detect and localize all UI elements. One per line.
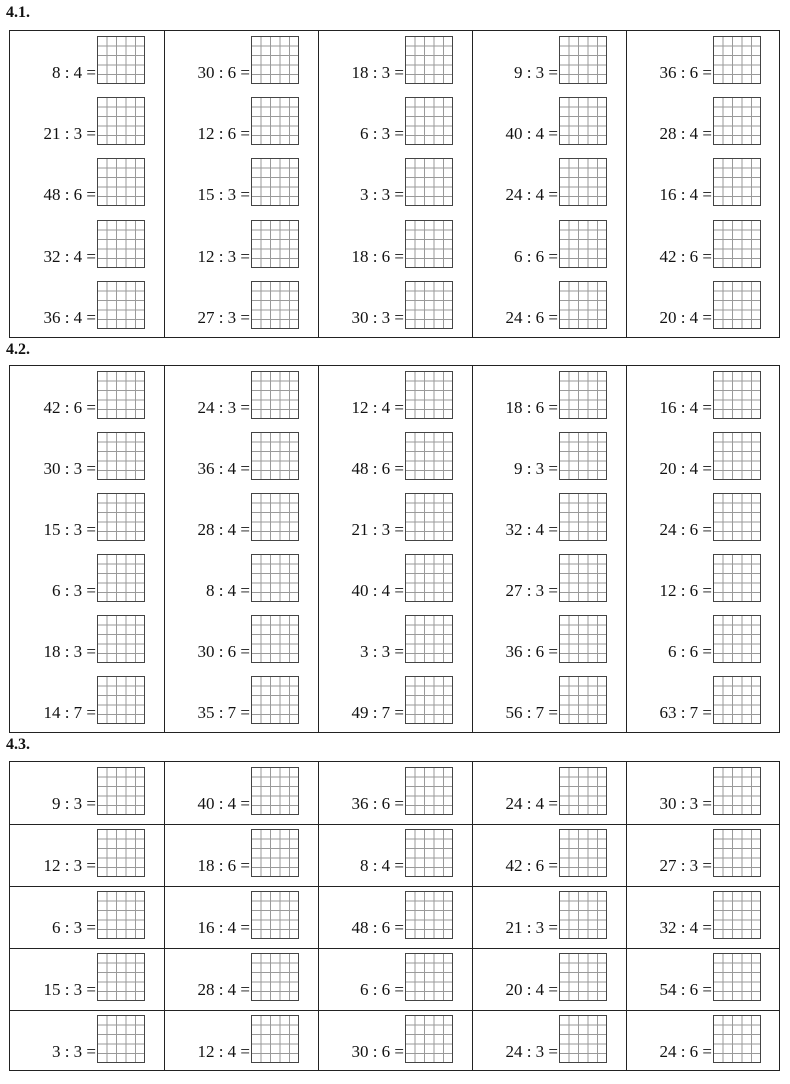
answer-grid-box[interactable] [251,432,299,480]
answer-grid-box[interactable] [97,953,145,1001]
division-expression: 15 : 3 = [197,185,250,205]
answer-grid-box[interactable] [251,97,299,145]
answer-grid-box[interactable] [713,158,761,206]
division-expression: 30 : 3 = [43,459,96,478]
answer-grid-box[interactable] [97,554,145,602]
division-expression: 42 : 6 = [43,398,96,417]
division-expression: 15 : 3 = [43,980,96,999]
answer-grid-box[interactable] [559,493,607,541]
division-expression: 9 : 3 = [513,459,558,478]
answer-grid-box[interactable] [713,891,761,939]
division-expression: 63 : 7 = [659,703,712,722]
answer-grid-box[interactable] [405,1015,453,1063]
answer-grid-box[interactable] [405,676,453,724]
answer-grid-box[interactable] [559,829,607,877]
division-expression: 18 : 3 = [43,642,96,661]
division-expression: 28 : 4 = [197,980,250,999]
section-title: 4.3. [6,736,30,753]
answer-grid-box[interactable] [713,615,761,663]
section-title: 4.1. [6,4,30,21]
answer-grid-box[interactable] [713,1015,761,1063]
division-expression: 16 : 4 = [659,398,712,417]
answer-grid-box[interactable] [559,36,607,84]
column-divider [472,366,473,732]
answer-grid-box[interactable] [405,432,453,480]
answer-grid-box[interactable] [405,371,453,419]
answer-grid-box[interactable] [97,371,145,419]
column-divider [318,366,319,732]
division-expression: 24 : 6 = [659,1042,712,1061]
division-expression: 36 : 4 = [43,307,96,327]
answer-grid-box[interactable] [713,97,761,145]
division-expression: 24 : 3 = [505,1042,558,1061]
division-expression: 48 : 6 = [351,459,404,478]
answer-grid-box[interactable] [559,281,607,329]
answer-grid-box[interactable] [251,953,299,1001]
row-divider [10,948,779,949]
division-expression: 6 : 6 = [513,246,558,266]
column-divider [626,366,627,732]
answer-grid-box[interactable] [559,676,607,724]
division-expression: 3 : 3 = [51,1042,96,1061]
division-expression: 3 : 3 = [359,642,404,661]
division-expression: 12 : 4 = [351,398,404,417]
division-expression: 12 : 3 = [43,856,96,875]
answer-grid-box[interactable] [405,36,453,84]
division-expression: 16 : 4 = [197,918,250,937]
answer-grid-box[interactable] [97,220,145,268]
answer-grid-box[interactable] [713,767,761,815]
answer-grid-box[interactable] [251,158,299,206]
division-expression: 24 : 6 = [505,307,558,327]
answer-grid-box[interactable] [713,281,761,329]
division-expression: 30 : 6 = [197,63,250,82]
division-expression: 6 : 3 = [51,918,96,937]
answer-grid-box[interactable] [97,767,145,815]
answer-grid-box[interactable] [405,158,453,206]
answer-grid-box[interactable] [251,36,299,84]
answer-grid-box[interactable] [97,97,145,145]
division-expression: 9 : 3 = [513,63,558,82]
answer-grid-box[interactable] [559,158,607,206]
division-expression: 27 : 3 = [197,307,250,327]
division-expression: 36 : 6 = [659,63,712,82]
division-expression: 30 : 6 = [197,642,250,661]
division-expression: 40 : 4 = [505,124,558,144]
division-expression: 14 : 7 = [43,703,96,722]
answer-grid-box[interactable] [251,220,299,268]
division-expression: 27 : 3 = [659,856,712,875]
answer-grid-box[interactable] [405,97,453,145]
division-expression: 18 : 6 = [351,246,404,266]
answer-grid-box[interactable] [713,953,761,1001]
division-expression: 36 : 6 = [351,794,404,813]
answer-grid-box[interactable] [559,371,607,419]
answer-grid-box[interactable] [97,493,145,541]
division-expression: 32 : 4 = [43,246,96,266]
division-expression: 21 : 3 = [43,124,96,144]
division-expression: 24 : 6 = [659,520,712,539]
division-expression: 40 : 4 = [351,581,404,600]
answer-grid-box[interactable] [713,432,761,480]
answer-grid-box[interactable] [405,953,453,1001]
division-expression: 20 : 4 = [659,459,712,478]
answer-grid-box[interactable] [405,891,453,939]
division-expression: 6 : 6 = [667,642,712,661]
section-title: 4.2. [6,341,30,358]
answer-grid-box[interactable] [559,767,607,815]
exercise-table [9,365,780,733]
row-divider [10,824,779,825]
answer-grid-box[interactable] [251,676,299,724]
division-expression: 16 : 4 = [659,185,712,205]
answer-grid-box[interactable] [405,554,453,602]
division-expression: 30 : 3 = [659,794,712,813]
answer-grid-box[interactable] [559,615,607,663]
answer-grid-box[interactable] [713,676,761,724]
division-expression: 28 : 4 = [197,520,250,539]
answer-grid-box[interactable] [97,158,145,206]
answer-grid-box[interactable] [559,97,607,145]
answer-grid-box[interactable] [97,615,145,663]
answer-grid-box[interactable] [251,615,299,663]
answer-grid-box[interactable] [97,676,145,724]
answer-grid-box[interactable] [713,220,761,268]
division-expression: 9 : 3 = [51,794,96,813]
answer-grid-box[interactable] [559,554,607,602]
answer-grid-box[interactable] [251,891,299,939]
division-expression: 42 : 6 = [659,246,712,266]
answer-grid-box[interactable] [405,615,453,663]
division-expression: 24 : 4 = [505,794,558,813]
answer-grid-box[interactable] [405,493,453,541]
answer-grid-box[interactable] [251,493,299,541]
division-expression: 21 : 3 = [351,520,404,539]
division-expression: 54 : 6 = [659,980,712,999]
division-expression: 20 : 4 = [659,307,712,327]
division-expression: 3 : 3 = [359,185,404,205]
answer-grid-box[interactable] [405,220,453,268]
division-expression: 36 : 4 = [197,459,250,478]
division-expression: 49 : 7 = [351,703,404,722]
answer-grid-box[interactable] [97,36,145,84]
answer-grid-box[interactable] [713,493,761,541]
division-expression: 6 : 3 = [359,124,404,144]
answer-grid-box[interactable] [251,829,299,877]
division-expression: 8 : 4 = [51,63,96,82]
division-expression: 30 : 6 = [351,1042,404,1061]
division-expression: 21 : 3 = [505,918,558,937]
answer-grid-box[interactable] [559,220,607,268]
division-expression: 20 : 4 = [505,980,558,999]
division-expression: 12 : 4 = [197,1042,250,1061]
column-divider [164,366,165,732]
division-expression: 32 : 4 = [659,918,712,937]
division-expression: 8 : 4 = [205,581,250,600]
row-divider [10,1010,779,1011]
answer-grid-box[interactable] [251,767,299,815]
answer-grid-box[interactable] [559,953,607,1001]
answer-grid-box[interactable] [97,829,145,877]
answer-grid-box[interactable] [251,281,299,329]
answer-grid-box[interactable] [405,281,453,329]
answer-grid-box[interactable] [713,36,761,84]
division-expression: 12 : 6 = [197,124,250,144]
answer-grid-box[interactable] [251,371,299,419]
division-expression: 15 : 3 = [43,520,96,539]
division-expression: 56 : 7 = [505,703,558,722]
answer-grid-box[interactable] [251,554,299,602]
division-expression: 24 : 3 = [197,398,250,417]
division-expression: 28 : 4 = [659,124,712,144]
answer-grid-box[interactable] [559,1015,607,1063]
division-expression: 18 : 6 = [197,856,250,875]
answer-grid-box[interactable] [405,767,453,815]
division-expression: 48 : 6 = [351,918,404,937]
division-expression: 40 : 4 = [197,794,250,813]
row-divider [10,886,779,887]
answer-grid-box[interactable] [97,281,145,329]
answer-grid-box[interactable] [559,891,607,939]
division-expression: 30 : 3 = [351,307,404,327]
division-expression: 32 : 4 = [505,520,558,539]
answer-grid-box[interactable] [97,432,145,480]
answer-grid-box[interactable] [713,371,761,419]
division-expression: 27 : 3 = [505,581,558,600]
division-expression: 8 : 4 = [359,856,404,875]
answer-grid-box[interactable] [97,891,145,939]
answer-grid-box[interactable] [713,829,761,877]
division-expression: 12 : 3 = [197,246,250,266]
answer-grid-box[interactable] [559,432,607,480]
exercise-table [9,30,780,338]
exercise-table [9,761,780,1071]
division-expression: 18 : 3 = [351,63,404,82]
answer-grid-box[interactable] [405,829,453,877]
division-expression: 12 : 6 = [659,581,712,600]
division-expression: 6 : 3 = [51,581,96,600]
division-expression: 42 : 6 = [505,856,558,875]
division-expression: 18 : 6 = [505,398,558,417]
division-expression: 48 : 6 = [43,185,96,205]
division-expression: 6 : 6 = [359,980,404,999]
answer-grid-box[interactable] [97,1015,145,1063]
division-expression: 36 : 6 = [505,642,558,661]
division-expression: 24 : 4 = [505,185,558,205]
answer-grid-box[interactable] [251,1015,299,1063]
answer-grid-box[interactable] [713,554,761,602]
division-expression: 35 : 7 = [197,703,250,722]
